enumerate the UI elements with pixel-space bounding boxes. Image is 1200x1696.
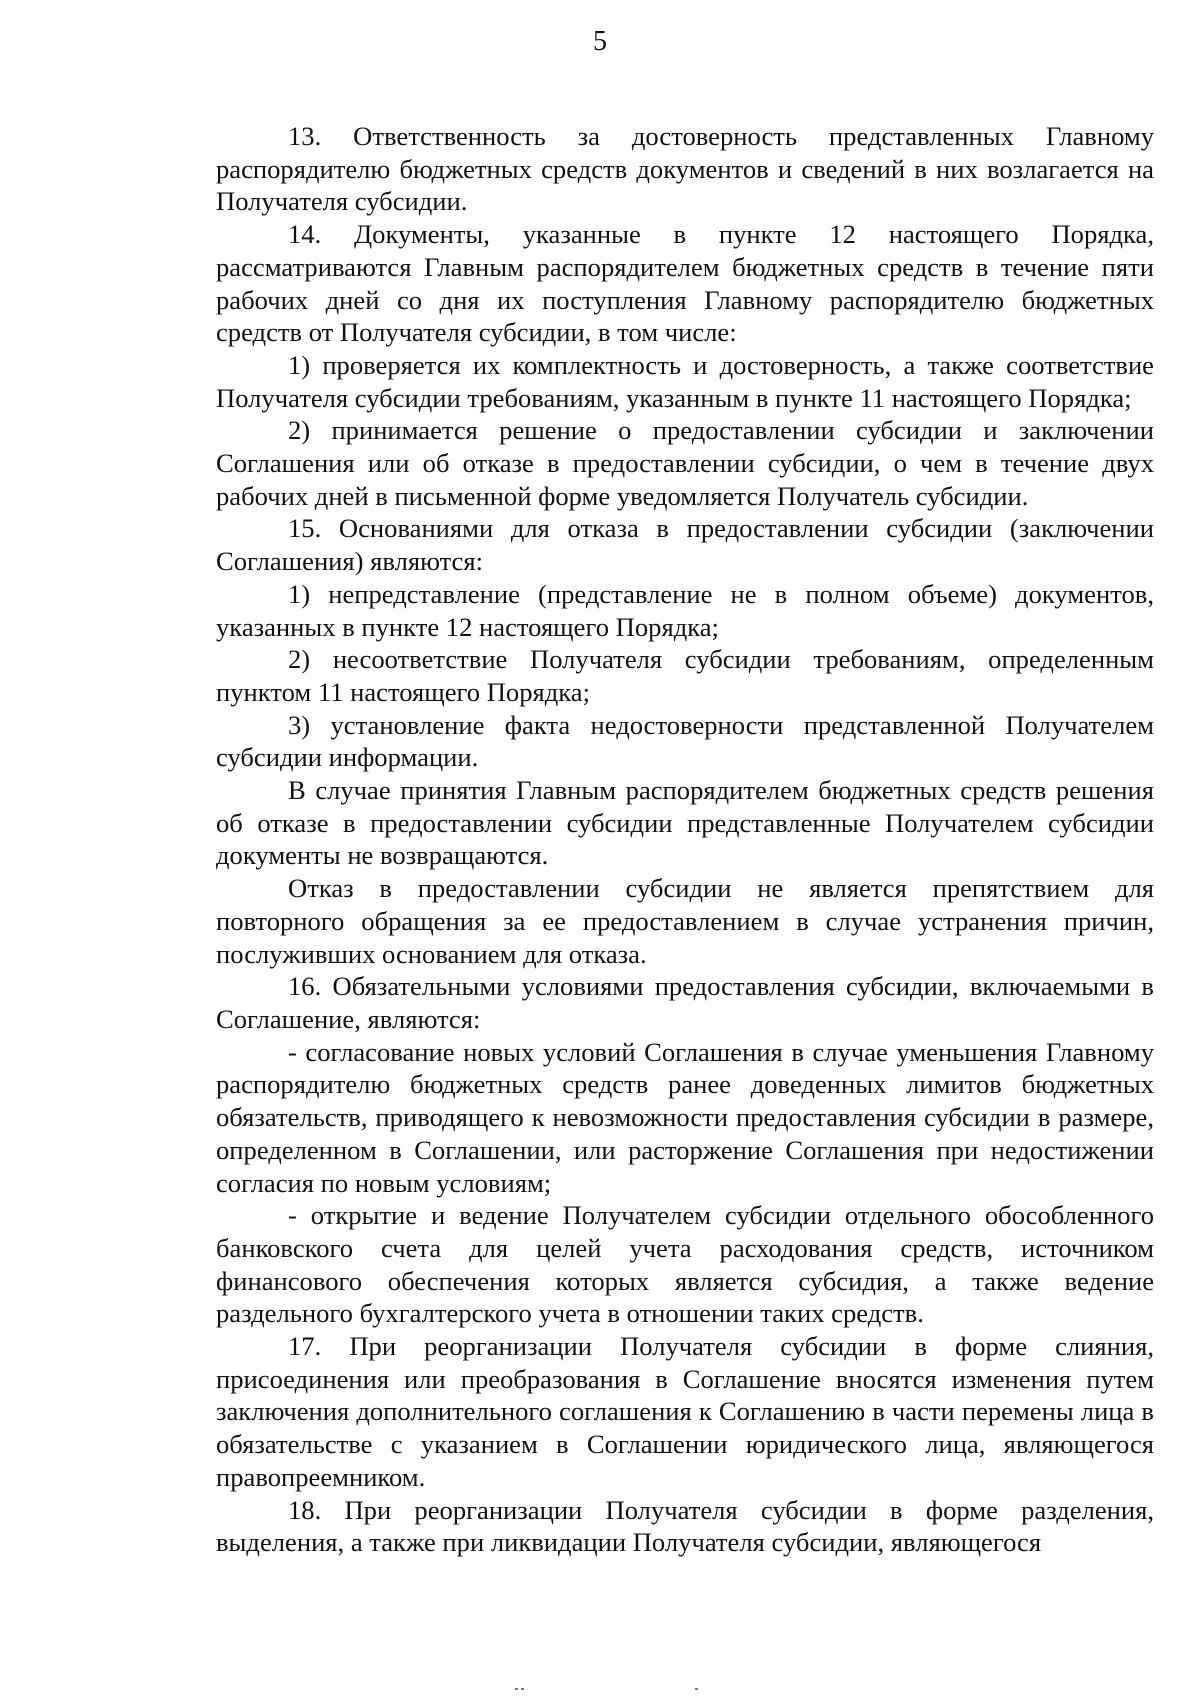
page-number: 5 xyxy=(593,26,607,57)
paragraph-16-item-2: - открытие и ведение Получателем субсидии отдельного обособленного банковского счета для целей учета расходования средств, источником финансового обеспечения которых является субсидия, а также ведение раздельного бухгалтерского учета в отношении таких средств. xyxy=(216,1200,1154,1329)
paragraph-17: 17. При реорганизации Получателя субсидии в форме слияния, присоединения или преобразования в Соглашение вносятся изменения путем заключения дополнительного соглашения к Соглашению в части перемены лица в обязательстве с указанием в Соглашении юридического лица, являющегося правопреемником. xyxy=(216,1331,1154,1492)
paragraph-16: 16. Обязательными условиями предоставления субсидии, включаемыми в Соглашение, являются: xyxy=(216,971,1154,1034)
document-body xyxy=(216,120,1154,1559)
paragraph-15-item-1: 1) непредставление (представление не в полном объеме) документов, указанных в пункте 12 настоящего Порядка; xyxy=(216,578,1154,642)
paragraph-18: 18. При реорганизации Получателя субсидии в форме разделения, выделения, а также при ликвидации Получателя субсидии, являющегося xyxy=(216,1494,1154,1558)
paragraph-14-item-1: 1) проверяется их комплектность и достоверность, а также соответствие Получателя субсидии требованиям, указанным в пункте 11 настоящего Порядка; xyxy=(216,349,1154,413)
paragraph-14-item-2: 2) принимается решение о предоставлении субсидии и заключении Соглашения или об отказе в предоставлении субсидии, о чем в течение двух рабочих дней в письменной форме уведомляется Получатель субсидии. xyxy=(216,415,1154,511)
paragraph-15-item-3: 3) установление факта недостоверности представленной Получателем субсидии информации. xyxy=(216,709,1154,773)
paragraph-16-item-1: - согласование новых условий Соглашения в случае уменьшения Главному распорядителю бюджетных средств ранее доведенных лимитов бюджетных обязательств, приводящего к невозможности предоставления субсидии в размере, определенном в Соглашении, или расторжение Соглашения при недостижении согласия по новым условиям; xyxy=(216,1036,1154,1198)
scan-artifact xyxy=(521,1688,524,1690)
scan-artifact xyxy=(515,1688,518,1690)
paragraph-refusal-documents: В случае принятия Главным распорядителем бюджетных средств решения об отказе в предоставлении субсидии представленные Получателем субсидии документы не возвращаются. xyxy=(216,775,1154,871)
paragraph-14: 14. Документы, указанные в пункте 12 настоящего Порядка, рассматриваются Главным распорядителем бюджетных средств в течение пяти рабочих дней со дня их поступления Главному распорядителю бюджетных средств от Получателя субсидии, в том числе: xyxy=(216,219,1154,348)
paragraph-15: 15. Основаниями для отказа в предоставлении субсидии (заключении Соглашения) являются: xyxy=(216,513,1154,577)
paragraph-15-item-2: 2) несоответствие Получателя субсидии требованиям, определенным пунктом 11 настоящего Порядка; xyxy=(216,644,1154,707)
scan-artifact xyxy=(695,1688,698,1690)
paragraph-refusal-reapply: Отказ в предоставлении субсидии не является препятствием для повторного обращения за ее предоставлением в случае устранения причин, послуживших основанием для отказа. xyxy=(216,873,1154,969)
paragraph-13: 13. Ответственность за достоверность представленных Главному распорядителю бюджетных средств документов и сведений в них возлагается на Получателя субсидии. xyxy=(216,121,1154,217)
